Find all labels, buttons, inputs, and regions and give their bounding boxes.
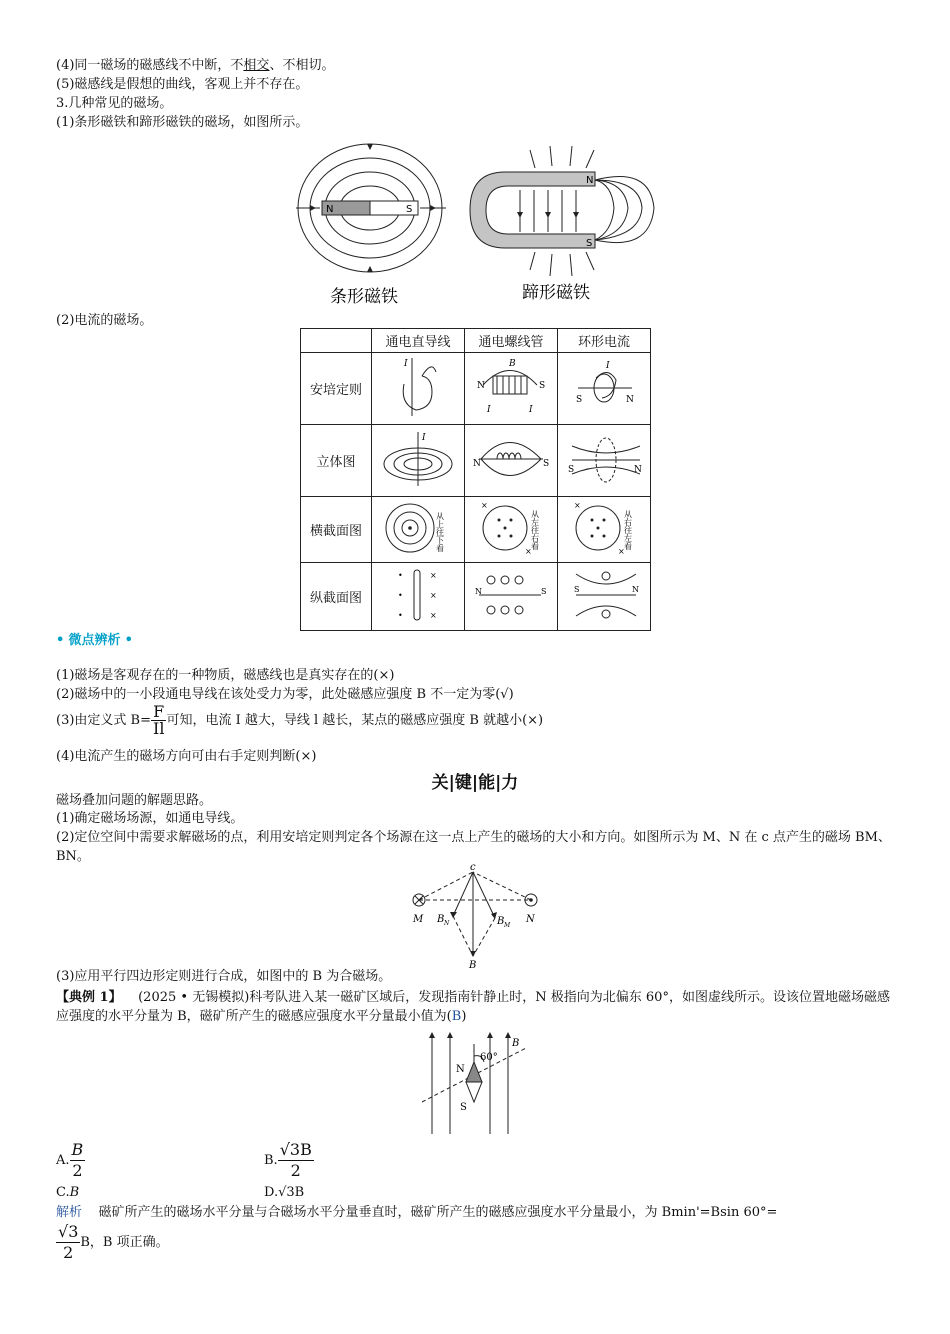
line-5: (5)磁感线是假想的曲线，客观上并不存在。 [56, 77, 309, 92]
svg-text:N: N [444, 920, 450, 927]
svg-text:N: N [473, 458, 481, 469]
svg-text:从右往左看: 从右往左看 [623, 509, 633, 550]
svg-text:×: × [481, 500, 488, 510]
line-4: (4)同一磁场的磁感线不中断，不相交、不相切。 [56, 58, 335, 73]
compass-figure [422, 1030, 532, 1134]
svg-text:S: S [576, 394, 583, 405]
cell-solenoid-long [465, 563, 558, 631]
row-ampere-rule: 安培定则 [301, 353, 372, 425]
vector-figure [405, 862, 555, 970]
key-p4: (3)应用平行四边形定则进行合成，如图中的 B 为合磁场。 [56, 969, 392, 984]
svg-text:从左往右看: 从左往右看 [530, 509, 540, 550]
svg-text:N: N [634, 464, 642, 475]
svg-text:B: B [497, 916, 505, 927]
line-3: 3.几种常见的磁场。 [56, 96, 173, 111]
svg-text:B: B [437, 914, 445, 925]
svg-text:M: M [504, 922, 511, 929]
horseshoe-n-label: N [586, 175, 594, 186]
svg-text:•: • [398, 590, 403, 600]
svg-text:×: × [430, 570, 437, 580]
svg-text:N: N [477, 380, 485, 391]
svg-text:N: N [475, 586, 482, 596]
horseshoe-s-label: S [586, 238, 593, 249]
cell-wire-long [372, 563, 465, 631]
svg-text:B: B [512, 1038, 520, 1049]
svg-text:B: B [469, 960, 477, 970]
line-1: (1)条形磁铁和蹄形磁铁的磁场，如图所示。 [56, 115, 309, 130]
svg-text:×: × [525, 546, 532, 556]
micro-item-4: (4)电流产生的磁场方向可由右手定则判断(×) [56, 749, 317, 764]
svg-text:S: S [460, 1102, 467, 1113]
svg-text:•: • [398, 570, 403, 580]
cell-ring-rule [558, 353, 651, 425]
svg-text:I: I [404, 358, 408, 369]
svg-text:M: M [413, 914, 424, 925]
cell-ring-long [558, 563, 651, 631]
bar-magnet-caption: 条形磁铁 [330, 287, 398, 307]
cell-wire-cross [372, 497, 465, 563]
cell-wire-3d [372, 425, 465, 497]
svg-text:从上往下看: 从上往下看 [435, 511, 445, 552]
option-b[interactable]: B. $\frac{√3B}{2}$ [264, 1140, 312, 1180]
svg-text:I: I [422, 432, 426, 443]
header-straight-wire: 通电直导线 [372, 329, 465, 353]
svg-text:c: c [470, 862, 476, 873]
svg-text:N: N [632, 584, 639, 594]
magnet-figure [290, 136, 660, 312]
svg-text:I: I [606, 360, 610, 371]
cell-solenoid-cross [465, 497, 558, 563]
key-p2: (1)确定磁场场源，如通电导线。 [56, 811, 244, 826]
svg-text:×: × [430, 610, 437, 620]
svg-text:N: N [526, 914, 535, 925]
svg-text:I: I [487, 404, 491, 415]
option-d[interactable]: D.√3B [264, 1185, 305, 1200]
horseshoe-magnet-caption: 蹄形磁铁 [522, 283, 590, 303]
svg-text:N: N [626, 394, 634, 405]
svg-text:S: S [539, 380, 546, 391]
svg-text:B: B [509, 358, 516, 369]
svg-text:×: × [618, 546, 625, 556]
svg-text:S: S [541, 586, 547, 596]
svg-text:I: I [529, 404, 533, 415]
cell-solenoid-rule [465, 353, 558, 425]
cell-ring-3d [558, 425, 651, 497]
analysis: 解析 磁矿所产生的磁场水平分量与合磁场水平分量垂直时，磁矿所产生的磁感应强度水平分量最小，为 Bmin'=Bsin 60°= [56, 1205, 778, 1220]
bar-s-label: S [406, 204, 413, 215]
svg-text:S: S [568, 464, 575, 475]
header-solenoid: 通电螺线管 [465, 329, 558, 353]
bar-n-label: N [326, 204, 334, 215]
row-cross-section: 横截面图 [301, 497, 372, 563]
table-corner [301, 329, 372, 353]
option-c[interactable]: C.B [56, 1185, 80, 1200]
svg-text:60°: 60° [480, 1052, 498, 1063]
cell-ring-cross [558, 497, 651, 563]
micro-item-3: (3)由定义式 B= $\frac{F}{Il}$ 可知，电流 I 越大，导线 l 越长，某点的磁感应强度 B 就越小(×) [56, 702, 544, 738]
cell-wire-rule [372, 353, 465, 425]
svg-text:S: S [543, 458, 550, 469]
current-field-table [300, 328, 651, 631]
svg-text:S: S [574, 584, 580, 594]
micro-item-2: (2)磁场中的一小段通电导线在该处受力为零，此处磁感应强度 B 不一定为零(√) [56, 687, 514, 702]
option-a[interactable]: A. $\frac{B}{2}$ [56, 1140, 84, 1180]
svg-text:×: × [430, 590, 437, 600]
row-longitudinal-section: 纵截面图 [301, 563, 372, 631]
svg-text:N: N [456, 1064, 465, 1075]
key-ability-title: 关|键|能|力 [431, 773, 519, 793]
header-ring-current: 环形电流 [558, 329, 651, 353]
key-p3: (2)定位空间中需要求解磁场的点，利用安培定则判定各个场源在这一点上产生的磁场的大小和方向。如图所示为 M、N 在 c 点产生的磁场 BM、BN。 [56, 830, 891, 864]
svg-text:×: × [574, 500, 581, 510]
svg-text:•: • [398, 610, 403, 620]
micro-heading: • 微点辨析 • [56, 633, 133, 648]
key-p1: 磁场叠加问题的解题思路。 [56, 793, 213, 808]
analysis-result: $\frac{√3}{2}$ B，B 项正确。 [58, 1222, 169, 1262]
row-3d-view: 立体图 [301, 425, 372, 497]
example-question: 【典例 1】 (2025 • 无锡模拟)科考队进入某一磁矿区域后，发现指南针静止时，N 极指向为北偏东 60°，如图虚线所示。设该位置地磁场磁感应强度的水平分量为 B，磁矿所产生的磁感应强度水平分量最小值为(B) [56, 990, 890, 1024]
cell-solenoid-3d [465, 425, 558, 497]
line-2: (2)电流的磁场。 [56, 313, 153, 328]
micro-item-1: (1)磁场是客观存在的一种物质，磁感线也是真实存在的(×) [56, 668, 395, 683]
